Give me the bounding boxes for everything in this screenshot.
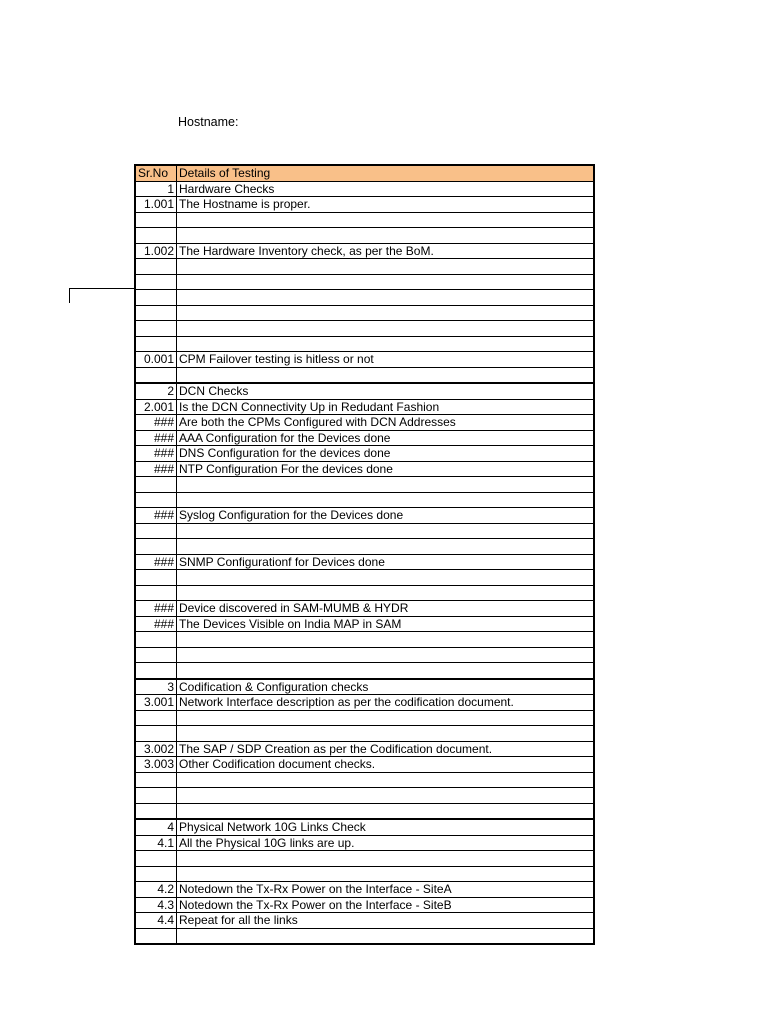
- table-row: [135, 601, 594, 617]
- sr-no-cell: 3.003: [135, 757, 177, 773]
- table-row: [135, 726, 594, 742]
- details-cell: DCN Checks: [177, 383, 595, 399]
- table-row: [135, 741, 594, 757]
- sr-no-cell: [135, 788, 177, 804]
- sr-no-cell: ###: [135, 554, 177, 570]
- table-row: [135, 352, 594, 368]
- details-cell: Device discovered in SAM-MUMB & HYDR: [177, 601, 595, 617]
- sr-no-cell: [135, 477, 177, 493]
- sr-no-cell: [135, 726, 177, 742]
- details-cell: CPM Failover testing is hitless or not: [177, 352, 595, 368]
- details-cell: [177, 367, 595, 383]
- table-row: [135, 632, 594, 648]
- sr-no-cell: 4.2: [135, 882, 177, 898]
- sr-no-cell: ###: [135, 616, 177, 632]
- details-cell: The Devices Visible on India MAP in SAM: [177, 616, 595, 632]
- table-row: [135, 913, 594, 929]
- details-cell: [177, 336, 595, 352]
- sr-no-cell: [135, 212, 177, 228]
- table-row: [135, 897, 594, 913]
- table-row: [135, 243, 594, 259]
- table-row: [135, 570, 594, 586]
- table-row: [135, 181, 594, 197]
- details-cell: The Hardware Inventory check, as per the BoM.: [177, 243, 595, 259]
- details-cell: Network Interface description as per the codification document.: [177, 695, 595, 711]
- table-row: [135, 321, 594, 337]
- table-row: [135, 928, 594, 944]
- details-cell: [177, 523, 595, 539]
- details-cell: [177, 212, 595, 228]
- sr-no-cell: [135, 367, 177, 383]
- details-cell: Syslog Configuration for the Devices done: [177, 508, 595, 524]
- table-row: [135, 336, 594, 352]
- details-cell: NTP Configuration For the devices done: [177, 461, 595, 477]
- details-cell: [177, 851, 595, 867]
- table-row: [135, 274, 594, 290]
- sr-no-cell: 4: [135, 819, 177, 835]
- details-cell: All the Physical 10G links are up.: [177, 835, 595, 851]
- details-cell: Hardware Checks: [177, 181, 595, 197]
- sr-no-cell: 2.001: [135, 399, 177, 415]
- details-cell: [177, 305, 595, 321]
- table-row: [135, 539, 594, 555]
- details-cell: Codification & Configuration checks: [177, 679, 595, 695]
- hostname-label: Hostname:: [178, 115, 239, 129]
- table-row: [135, 228, 594, 244]
- details-cell: Notedown the Tx-Rx Power on the Interface - SiteA: [177, 882, 595, 898]
- table-row: [135, 616, 594, 632]
- sr-no-cell: [135, 803, 177, 819]
- sr-no-cell: 3.001: [135, 695, 177, 711]
- sr-no-cell: ###: [135, 415, 177, 431]
- details-cell: [177, 710, 595, 726]
- table-row: [135, 477, 594, 493]
- sr-no-cell: [135, 928, 177, 944]
- sr-no-cell: 1.001: [135, 197, 177, 213]
- table-row: [135, 430, 594, 446]
- table-row: [135, 663, 594, 679]
- details-cell: The Hostname is proper.: [177, 197, 595, 213]
- sr-no-cell: [135, 274, 177, 290]
- sr-no-cell: 4.3: [135, 897, 177, 913]
- sr-no-cell: 1.002: [135, 243, 177, 259]
- table-row: [135, 866, 594, 882]
- details-cell: DNS Configuration for the devices done: [177, 446, 595, 462]
- header-sr-no: Sr.No: [135, 165, 177, 181]
- details-cell: [177, 772, 595, 788]
- row-marker-line: [69, 288, 135, 289]
- sr-no-cell: [135, 710, 177, 726]
- table-row: [135, 492, 594, 508]
- table-row: [135, 461, 594, 477]
- details-cell: [177, 647, 595, 663]
- details-cell: [177, 570, 595, 586]
- table-row: [135, 508, 594, 524]
- sr-no-cell: [135, 290, 177, 306]
- details-cell: [177, 274, 595, 290]
- details-cell: SNMP Configurationf for Devices done: [177, 554, 595, 570]
- table-row: [135, 803, 594, 819]
- table-row: [135, 399, 594, 415]
- sr-no-cell: [135, 321, 177, 337]
- sr-no-cell: [135, 570, 177, 586]
- sr-no-cell: 3: [135, 679, 177, 695]
- sr-no-cell: [135, 663, 177, 679]
- table-row: [135, 367, 594, 383]
- sr-no-cell: [135, 523, 177, 539]
- details-cell: Is the DCN Connectivity Up in Redudant Fashion: [177, 399, 595, 415]
- sr-no-cell: 4.1: [135, 835, 177, 851]
- header-details: Details of Testing: [177, 165, 595, 181]
- sr-no-cell: 4.4: [135, 913, 177, 929]
- details-cell: Repeat for all the links: [177, 913, 595, 929]
- section-row: [135, 819, 594, 835]
- details-cell: [177, 632, 595, 648]
- sr-no-cell: 0.001: [135, 352, 177, 368]
- sr-no-cell: [135, 866, 177, 882]
- details-cell: [177, 477, 595, 493]
- sr-no-cell: [135, 772, 177, 788]
- table-row: [135, 197, 594, 213]
- details-cell: [177, 928, 595, 944]
- table-row: [135, 585, 594, 601]
- table-row: [135, 882, 594, 898]
- table-row: [135, 523, 594, 539]
- table-row: [135, 212, 594, 228]
- details-cell: [177, 290, 595, 306]
- table-header-row: [135, 165, 594, 181]
- section-row: [135, 679, 594, 695]
- sr-no-cell: [135, 632, 177, 648]
- details-cell: AAA Configuration for the Devices done: [177, 430, 595, 446]
- table-row: [135, 446, 594, 462]
- details-cell: Notedown the Tx-Rx Power on the Interface - SiteB: [177, 897, 595, 913]
- table-row: [135, 259, 594, 275]
- sr-no-cell: ###: [135, 446, 177, 462]
- details-cell: [177, 726, 595, 742]
- table-row: [135, 695, 594, 711]
- details-cell: [177, 539, 595, 555]
- table-row: [135, 788, 594, 804]
- details-cell: [177, 788, 595, 804]
- details-cell: Other Codification document checks.: [177, 757, 595, 773]
- table-row: [135, 305, 594, 321]
- sr-no-cell: [135, 585, 177, 601]
- sr-no-cell: ###: [135, 430, 177, 446]
- table-row: [135, 415, 594, 431]
- details-cell: [177, 321, 595, 337]
- sr-no-cell: [135, 851, 177, 867]
- details-cell: Physical Network 10G Links Check: [177, 819, 595, 835]
- sr-no-cell: [135, 492, 177, 508]
- details-cell: Are both the CPMs Configured with DCN Addresses: [177, 415, 595, 431]
- table-row: [135, 772, 594, 788]
- table-row: [135, 647, 594, 663]
- details-cell: The SAP / SDP Creation as per the Codification document.: [177, 741, 595, 757]
- details-cell: [177, 228, 595, 244]
- table-row: [135, 757, 594, 773]
- table-row: [135, 290, 594, 306]
- sr-no-cell: [135, 647, 177, 663]
- details-cell: [177, 259, 595, 275]
- details-cell: [177, 585, 595, 601]
- sr-no-cell: [135, 336, 177, 352]
- sr-no-cell: ###: [135, 601, 177, 617]
- details-cell: [177, 866, 595, 882]
- testing-checklist-table: [134, 164, 595, 945]
- table-row: [135, 554, 594, 570]
- sr-no-cell: ###: [135, 508, 177, 524]
- sr-no-cell: [135, 259, 177, 275]
- table-row: [135, 710, 594, 726]
- sr-no-cell: [135, 305, 177, 321]
- row-marker-tick: [69, 288, 70, 303]
- sr-no-cell: 1: [135, 181, 177, 197]
- table-row: [135, 851, 594, 867]
- details-cell: [177, 803, 595, 819]
- sr-no-cell: 3.002: [135, 741, 177, 757]
- sr-no-cell: ###: [135, 461, 177, 477]
- details-cell: [177, 492, 595, 508]
- table-row: [135, 835, 594, 851]
- sr-no-cell: [135, 228, 177, 244]
- section-row: [135, 383, 594, 399]
- details-cell: [177, 663, 595, 679]
- sr-no-cell: 2: [135, 383, 177, 399]
- sr-no-cell: [135, 539, 177, 555]
